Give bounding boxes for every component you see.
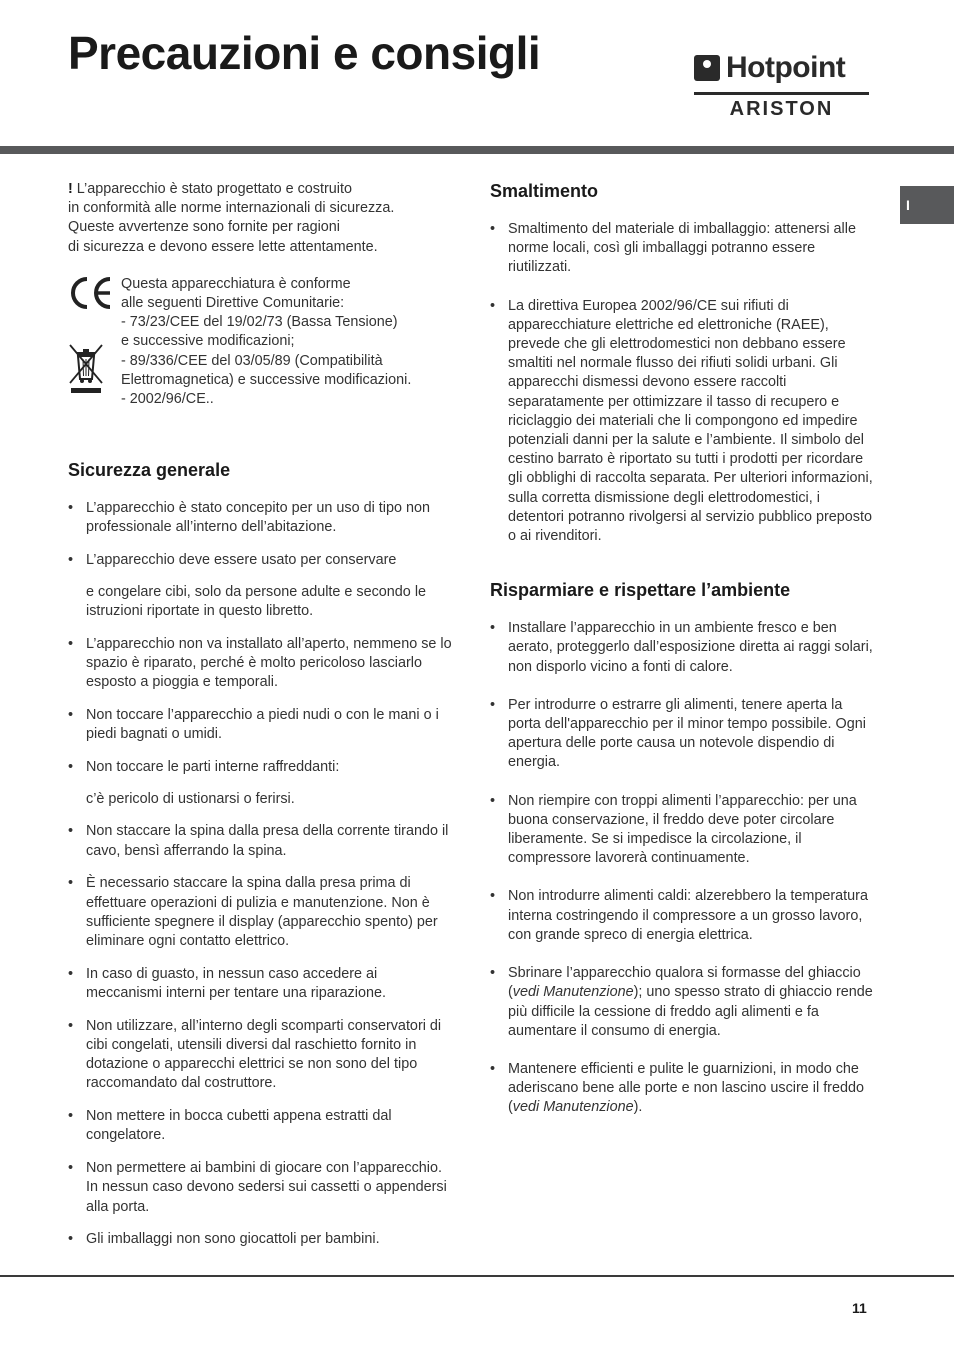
list-item: • Non toccare le parti interne raffreddanti:	[68, 758, 453, 777]
brand-logo	[694, 48, 869, 124]
conformity-block	[68, 275, 453, 425]
page-number: 11	[852, 1300, 867, 1316]
left-column	[68, 180, 453, 1263]
intro-line: in conformità alle norme internazionali di sicurezza.	[68, 200, 395, 217]
sicurezza-list	[68, 499, 453, 1250]
list-item: • Installare l’apparecchio in un ambiente fresco e ben aerato, proteggerlo dall’esposizione diretta ai raggi solari, non disporlo vicino a fonti di calore.	[490, 619, 875, 677]
item-text: Sbrinare l’apparecchio qualora si formasse del ghiaccio (	[508, 965, 861, 1001]
conformity-line: Questa apparecchiatura è conforme	[121, 275, 351, 292]
crossed-bin-icon	[68, 343, 104, 395]
section-heading-smaltimento: Smaltimento	[490, 181, 599, 201]
list-item: • Smaltimento del materiale di imballaggio: attenersi alle norme locali, così gli imballaggi potranno essere riutilizzati.	[490, 220, 875, 278]
list-item	[490, 964, 875, 1041]
section-heading-sicurezza: Sicurezza generale	[68, 459, 231, 480]
item-reference: vedi Manutenzione	[512, 984, 634, 1001]
section-heading-ambiente: Risparmiare e rispettare l’ambiente	[490, 580, 791, 601]
intro-line: Queste avvertenze sono fornite per ragioni	[68, 219, 340, 236]
list-item: • La direttiva Europea 2002/96/CE sui rifiuti di apparecchiature elettriche ed elettroniche (RAEE), prevede che gli elettrodomestici non debbano essere smaltiti nel normale flusso dei rifiuti solidi urbani. Gli apparecchi dismessi devono essere raccolti separatamente per ottimizzare il tasso di recupero e riciclaggio dei materiali che li compongono ed impedire potenziali danni per la salute e l’ambiente. Il simbolo del cestino barrato è riportato su tutti i prodotti per ricordare gli obblighi di raccolta separata. Per ulteriori informazioni, sulla corretta dismissione degli elettrodomestici, i detentori potranno rivolgersi al servizio pubblico preposto o ai rivenditori.	[490, 297, 875, 547]
conformity-line: alle seguenti Direttive Comunitarie:	[121, 295, 345, 312]
list-item: • L’apparecchio è stato concepito per un uso di tipo non professionale all’interno dell’abitazione.	[68, 499, 453, 537]
ce-mark-icon	[68, 275, 114, 311]
list-item: • Non toccare l’apparecchio a piedi nudi o con le mani o i piedi bagnati o umidi.	[68, 706, 453, 744]
logo-sub-text: ARISTON	[729, 98, 834, 120]
hotpoint-logo-icon	[694, 55, 720, 81]
list-item: • Non introdurre alimenti caldi: alzerebbero la temperatura interna costringendo il compressore a un grosso lavoro, con grande spreco di energia elettrica.	[490, 887, 875, 945]
list-item: • Per introdurre o estrarre gli alimenti, tenere aperta la porta dell'apparecchio per il minor tempo possibile. Ogni apertura delle porte causa un notevole dispendio di energia.	[490, 696, 875, 773]
list-item: • Gli imballaggi non sono giocattoli per bambini.	[68, 1230, 453, 1249]
logo-brand-text: Hotpoint	[726, 51, 846, 84]
conformity-text	[121, 275, 451, 409]
header-rule	[0, 146, 954, 154]
item-reference: vedi Manutenzione	[512, 1099, 634, 1116]
smaltimento-list	[490, 220, 875, 546]
right-column	[490, 180, 875, 1131]
list-item: • Non mettere in bocca cubetti appena estratti dal congelatore.	[68, 1107, 453, 1145]
list-item: • Non permettere ai bambini di giocare con l’apparecchio. In nessun caso devono sedersi sui cassetti o appendersi alla porta.	[68, 1159, 453, 1217]
conformity-line: - 89/336/CEE del 03/05/89 (Compatibilità	[121, 352, 383, 369]
logo-divider	[694, 92, 869, 95]
item-text: ).	[633, 1099, 643, 1116]
list-item: • Non utilizzare, all’interno degli scomparti conservatori di cibi congelati, utensili diversi dal raschietto fornito in dotazione o apparecchi elettrici se non sono del tipo raccomandato dal costruttore.	[68, 1017, 453, 1094]
ambiente-list	[490, 619, 875, 1117]
item-text: ); uno spesso strato di ghiaccio rende più difficile la cessione di freddo agli alimenti e fa aumentare il consumo di energia.	[508, 984, 873, 1039]
list-item: • In caso di guasto, in nessun caso accedere ai meccanismi interni per tentare una riparazione.	[68, 965, 453, 1003]
list-item	[490, 1060, 875, 1118]
conformity-line: e successive modificazioni;	[121, 333, 295, 350]
list-item-continuation: e congelare cibi, solo da persone adulte e secondo le istruzioni riportate in questo libretto.	[86, 583, 427, 619]
item-text: Mantenere efficienti e pulite le guarnizioni, in modo che aderiscano bene alle porte e non lascino uscire il freddo (	[508, 1060, 864, 1116]
conformity-line: Elettromagnetica) e successive modificazioni.	[121, 371, 412, 388]
list-item: • L’apparecchio non va installato all’aperto, nemmeno se lo spazio è riparato, perché è molto pericoloso lasciarlo esposto a pioggia e temporali.	[68, 635, 453, 693]
conformity-line: - 2002/96/CE..	[121, 391, 214, 408]
page-title: Precauzioni e consigli	[68, 27, 541, 79]
language-tab: I	[900, 186, 954, 224]
list-item: • Non riempire con troppi alimenti l’apparecchio: per una buona conservazione, il freddo deve poter circolare liberamente. Se si impedisce la circolazione, il compressore lavorerà continuamente.	[490, 792, 875, 869]
intro-warning	[68, 180, 453, 257]
intro-line: di sicurezza e devono essere lette attentamente.	[68, 238, 378, 255]
list-item: • L’apparecchio deve essere usato per conservare	[68, 551, 453, 570]
list-item: • È necessario staccare la spina dalla presa prima di effettuare operazioni di pulizia e manutenzione. Non è sufficiente spegnere il display (apparecchio spento) per eliminare ogni contatto elettrico.	[68, 874, 453, 951]
warning-mark: !	[68, 181, 73, 197]
list-item: • Non staccare la spina dalla presa della corrente tirando il cavo, bensì afferrando la spina.	[68, 822, 453, 860]
intro-line: L’apparecchio è stato progettato e costruito	[76, 181, 352, 197]
footer-rule	[0, 1275, 954, 1277]
list-item-continuation: c’è pericolo di ustionarsi o ferirsi.	[86, 790, 295, 807]
conformity-line: - 73/23/CEE del 19/02/73 (Bassa Tensione)	[121, 314, 398, 331]
